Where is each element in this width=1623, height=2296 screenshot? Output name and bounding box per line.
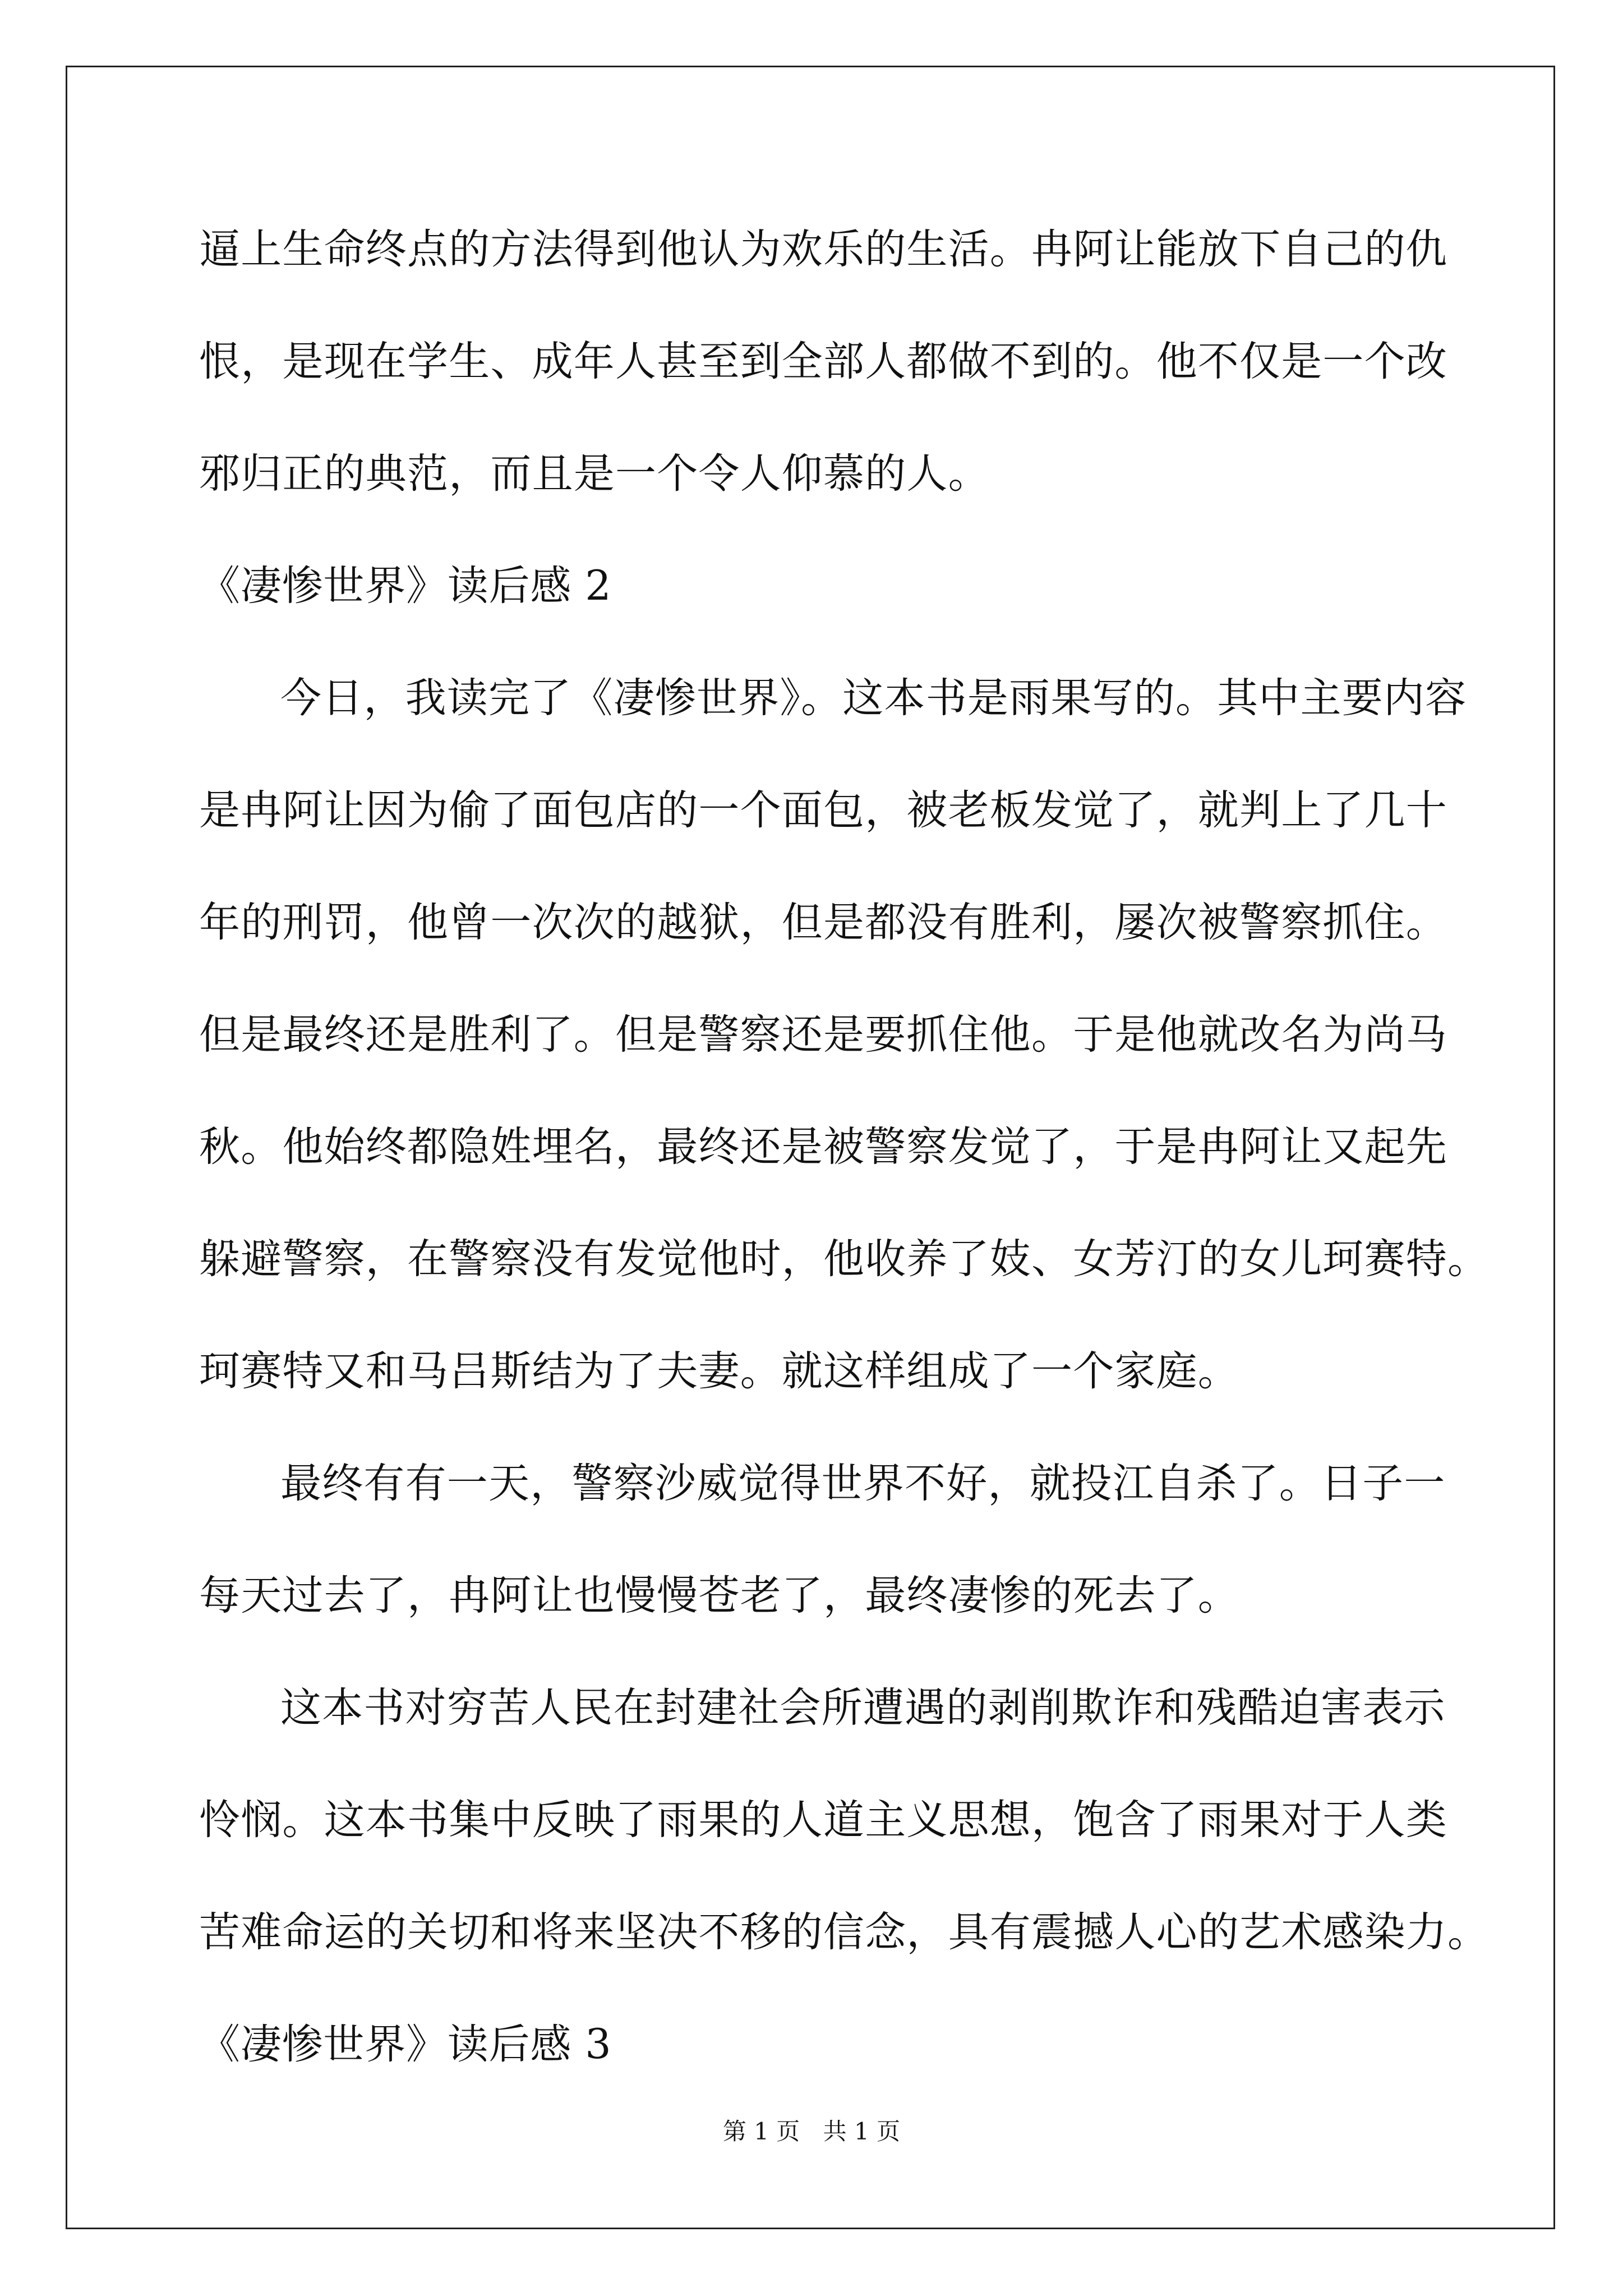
page-footer bbox=[0, 2115, 1623, 2148]
text-line: 是冉阿让因为偷了面包店的一个面包，被老板发觉了，就判上了几十 bbox=[199, 786, 1447, 834]
page-number: 第 1 页 bbox=[722, 2118, 800, 2145]
text-line: 怜悯。这本书集中反映了雨果的人道主义思想，饱含了雨果对于人类 bbox=[199, 1796, 1447, 1844]
section-heading: 《凄惨世界》读后感 3 bbox=[199, 2021, 612, 2068]
text-line: 躲避警察，在警察没有发觉他时，他收养了妓、女芳汀的女儿珂赛特。 bbox=[199, 1235, 1490, 1283]
paragraph-start-line: 今日，我读完了《凄惨世界》。这本书是雨果写的。其中主要内容 bbox=[280, 674, 1467, 722]
text-line: 年的刑罚，他曾一次次的越狱，但是都没有胜利，屡次被警察抓住。 bbox=[199, 899, 1447, 946]
text-line: 每天过去了，冉阿让也慢慢苍老了，最终凄惨的死去了。 bbox=[199, 1572, 1239, 1619]
text-line: 恨，是现在学生、成年人甚至到全部人都做不到的。他不仅是一个改 bbox=[199, 338, 1447, 385]
text-line: 邪归正的典范，而且是一个令人仰慕的人。 bbox=[199, 450, 990, 498]
paragraph-start-line: 最终有有一天，警察沙威觉得世界不好，就投江自杀了。日子一 bbox=[280, 1460, 1446, 1507]
section-heading: 《凄惨世界》读后感 2 bbox=[199, 562, 612, 610]
page-total: 共 1 页 bbox=[823, 2118, 901, 2145]
text-line: 逼上生命终点的方法得到他认为欢乐的生活。冉阿让能放下自己的仇 bbox=[199, 226, 1447, 273]
paragraph-start-line: 这本书对穷苦人民在封建社会所遭遇的剥削欺诈和残酷迫害表示 bbox=[280, 1684, 1446, 1732]
text-line: 珂赛特又和马吕斯结为了夫妻。就这样组成了一个家庭。 bbox=[199, 1347, 1239, 1395]
text-line: 苦难命运的关切和将来坚决不移的信念，具有震撼人心的艺术感染力。 bbox=[199, 1908, 1490, 1956]
text-line: 但是最终还是胜利了。但是警察还是要抓住他。于是他就改名为尚马 bbox=[199, 1011, 1447, 1059]
text-line: 秋。他始终都隐姓埋名，最终还是被警察发觉了，于是冉阿让又起先 bbox=[199, 1123, 1447, 1171]
